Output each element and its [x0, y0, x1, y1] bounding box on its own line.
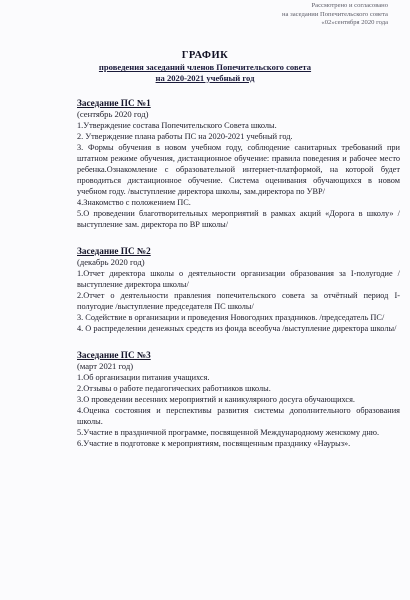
document-title: [0, 50, 410, 83]
agenda-list: [77, 268, 400, 334]
approval-line-1: Рассмотрено и согласовано: [311, 2, 388, 9]
agenda-item: 1.Об организации питания учащихся.: [77, 373, 210, 382]
section-period: (сентябрь 2020 год): [77, 109, 149, 119]
agenda-item: 5.Участие в праздничной программе, посвященной Международному женскому дню.: [77, 428, 380, 437]
title-line-1: ГРАФИК: [181, 50, 229, 61]
agenda-list: [77, 120, 400, 230]
section-period: (март 2021 год): [77, 361, 134, 371]
agenda-item: 1.Утверждение состава Попечительского Совета школы.: [77, 121, 277, 130]
agenda-item: 3. Формы обучения в новом учебном году, соблюдение санитарных требований при штатном режиме обучения, дистанционное обучение: правила поведения и рабочее место ребенка.Ознакомление с образовательной интернет-платформой, на которой будет проводиться дистанционное обучение. Система оценивания обучающихся в новом учебном году. /выступление директора школы, зам.директора по УВР/: [77, 143, 400, 196]
agenda-item: 6.Участие в подготовке к мероприятиям, посвященным празднику «Наурыз».: [77, 439, 351, 448]
agenda-item: 4.Оценка состояния и перспективы развития системы дополнительного образования школы.: [77, 406, 400, 426]
approval-line-2: на заседании Попечительского совета: [282, 10, 388, 18]
title-line-2: проведения заседаний членов Попечительского совета: [98, 62, 312, 72]
agenda-item: 2. Утверждение плана работы ПС на 2020-2021 учебный год.: [77, 132, 293, 141]
agenda-item: 4.Знакомство с положением ПС.: [77, 198, 191, 207]
agenda-item: 4. О распределении денежных средств из фонда всеобуча /выступление директора школы/: [77, 324, 397, 333]
meeting-section-3: [77, 350, 400, 449]
approval-stamp: [238, 2, 388, 28]
section-period: (декабрь 2020 год): [77, 257, 145, 267]
agenda-item: 2.Отчет о деятельности правления попечительского совета за отчётный период I-полугодие /выступление председателя ПС школы/: [77, 291, 400, 311]
document-body: [77, 98, 400, 465]
agenda-item: 3. Содействие в организации и проведения Новогодних праздников. /председатель ПС/: [77, 313, 385, 322]
section-heading: Заседание ПС №3: [77, 350, 151, 360]
agenda-item: 1.Отчет директора школы о деятельности организации образования за I-полугодие /выступление директора школы/: [77, 269, 400, 289]
agenda-item: 3.О проведении весенних мероприятий и каникулярного досуга обучающихся.: [77, 395, 356, 404]
meeting-section-2: [77, 246, 400, 334]
agenda-item: 2.Отзывы о работе педагогических работников школы.: [77, 384, 271, 393]
section-heading: Заседание ПС №2: [77, 246, 151, 256]
section-heading: Заседание ПС №1: [77, 98, 151, 108]
title-line-3: на 2020-2021 учебный год: [155, 72, 255, 83]
agenda-list: [77, 372, 400, 449]
agenda-item: 5.О проведении благотворительных мероприятий в рамках акций «Дорога в школу» /выступление зам. директора по ВР школы/: [77, 209, 400, 229]
meeting-section-1: [77, 98, 400, 230]
approval-line-3: «02»сентября 2020 года: [321, 19, 388, 27]
